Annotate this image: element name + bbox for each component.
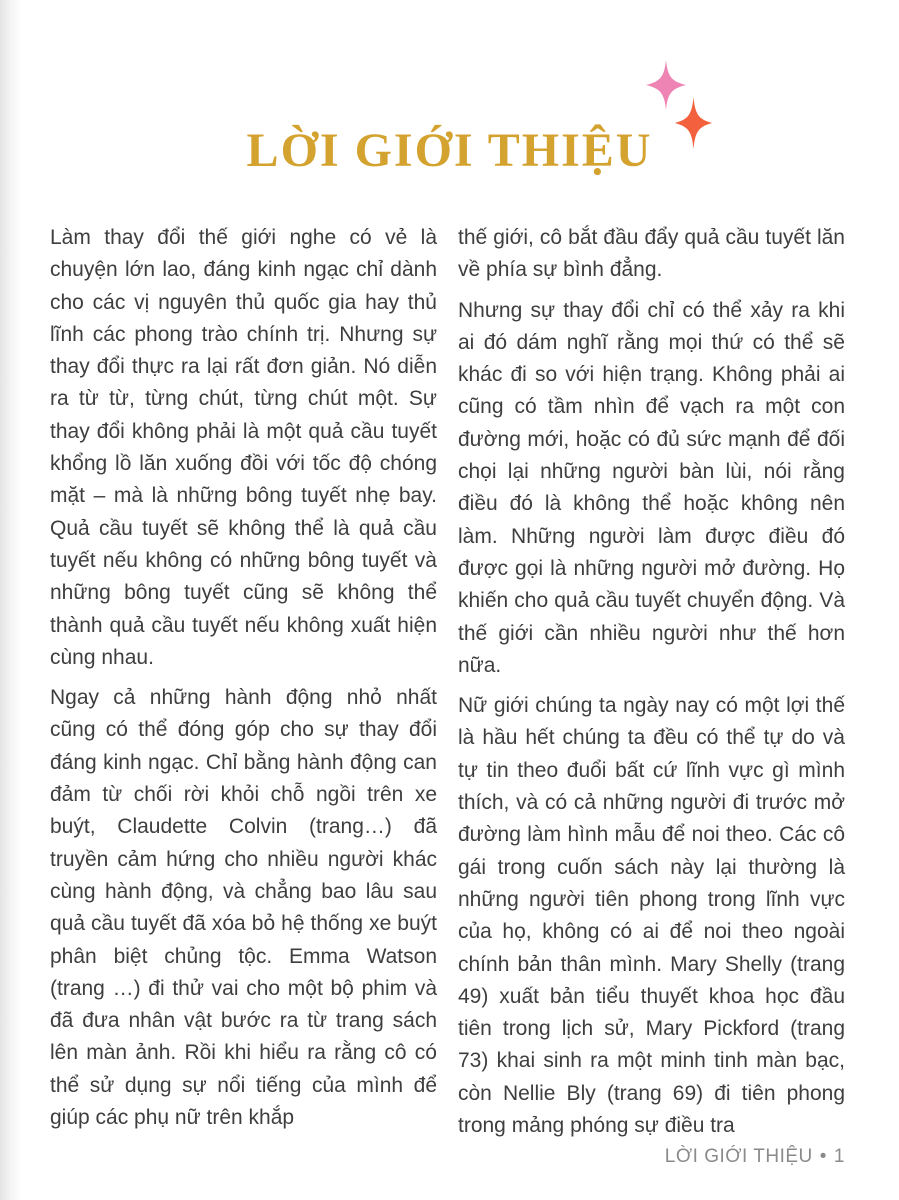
paragraph: Ngay cả những hành động nhỏ nhất cũng có thể đóng góp cho sự thay đổi đáng kinh ngạc. Chỉ bằng hành động can đảm từ chối rời khỏi chỗ ngồi trên xe buýt, Claudette Colvin (trang…) đã truyền cảm hứng cho nhiều người khác cùng hành động, và chẳng bao lâu sau quả cầu tuyết đã xóa bỏ hệ thống xe buýt phân biệt chủng tộc. Emma Watson (trang …) đi thử vai cho một bộ phim và đã đưa nhân vật bước ra từ trang sách lên màn ảnh. Rồi khi hiểu ra rằng cô có thể sử dụng sự nổi tiếng của mình để giúp các phụ nữ trên khắp (50, 686, 437, 1130)
page-gutter-shadow (0, 0, 22, 1200)
paragraph: Nữ giới chúng ta ngày nay có một lợi thế là hầu hết chúng ta đều có thể tự do và tự tin theo đuổi bất cứ lĩnh vực gì mình thích, và có cả những người đi trước mở đường làm hình mẫu để noi theo. Các cô gái trong cuốn sách này lại thường là những người tiên phong trong lĩnh vực của họ, không có ai để noi theo ngoài chính bản thân mình. Mary Shelly (trang 49) xuất bản tiểu thuyết khoa học đầu tiên trong lịch sử, Mary Pickford (trang 73) khai sinh ra một minh tinh màn bạc, còn Nellie Bly (trang 69) đi tiên phong trong mảng phóng sự điều tra (458, 694, 845, 1138)
paragraph: Nhưng sự thay đổi chỉ có thể xảy ra khi ai đó dám nghĩ rằng mọi thứ có thể sẽ khác đi so với hiện trạng. Không phải ai cũng có tầm nhìn để vạch ra một con đường mới, hoặc có đủ sức mạnh để đối chọi lại những người bàn lùi, nói rằng điều đó là không thể hoặc không nên làm. Những người làm được điều đó được gọi là những người mở đường. Họ khiến cho quả cầu tuyết chuyển động. Và thế giới cần nhiều người như thế hơn nữa. (458, 298, 845, 677)
page-footer (665, 1146, 845, 1168)
right-column (458, 222, 845, 1150)
footer-separator: • (819, 1146, 827, 1167)
body-text (50, 222, 845, 1150)
footer-page-number: 1 (833, 1146, 845, 1167)
paragraph: Làm thay đổi thế giới nghe có vẻ là chuyện lớn lao, đáng kinh ngạc chỉ dành cho các vị nguyên thủ quốc gia hay thủ lĩnh các phong trào chính trị. Nhưng sự thay đổi thực ra lại rất đơn giản. Nó diễn ra từ từ, từng chút, từng chút một. Sự thay đổi không phải là một quả cầu tuyết khổng lồ lăn xuống đồi với tốc độ chóng mặt – mà là những bông tuyết nhẹ bay. Quả cầu tuyết sẽ không thể là quả cầu tuyết nếu không có những bông tuyết và những bông tuyết cũng sẽ không thể thành quả cầu tuyết nếu không xuất hiện cùng nhau. (50, 226, 437, 669)
left-column (50, 222, 437, 1150)
page-title: LỜI GIỚI THIỆU (246, 124, 653, 177)
footer-section-label: LỜI GIỚI THIỆU (664, 1146, 813, 1167)
paragraph: thế giới, cô bắt đầu đẩy quả cầu tuyết lăn về phía sự bình đẳng. (458, 226, 845, 282)
